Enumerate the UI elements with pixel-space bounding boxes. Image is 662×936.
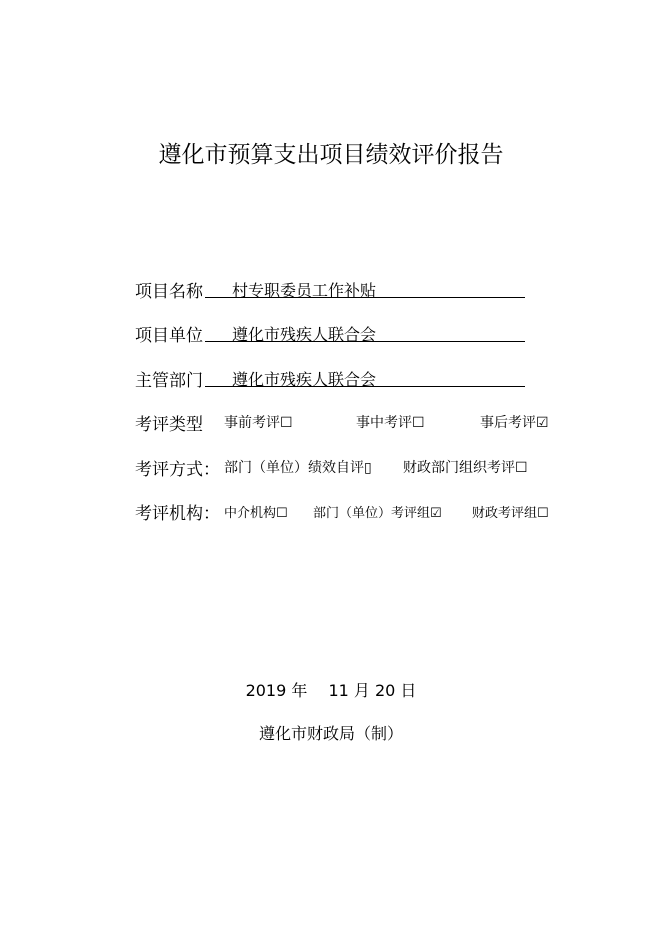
eval-org-option-dept[interactable]: 部门（单位）考评组☑ xyxy=(313,506,442,521)
eval-org-option-finance[interactable]: 财政考评组☐ xyxy=(472,506,549,521)
project-unit-value: 遵化市残疾人联合会 xyxy=(232,325,377,344)
project-name-value: 村专职委员工作补贴 xyxy=(232,281,377,300)
supervising-dept-label: 主管部门 xyxy=(135,371,203,391)
eval-type-option-post[interactable]: 事后考评☑ xyxy=(480,415,549,431)
eval-method-option-finance[interactable]: 财政部门组织考评☐ xyxy=(403,460,528,476)
eval-type-option-pre[interactable]: 事前考评☐ xyxy=(224,415,293,431)
project-name-label: 项目名称 xyxy=(135,282,203,302)
project-unit-label: 项目单位 xyxy=(135,326,203,346)
document-title: 遵化市预算支出项目绩效评价报告 xyxy=(158,142,504,168)
supervising-dept-value: 遵化市残疾人联合会 xyxy=(232,370,377,389)
eval-type-option-mid[interactable]: 事中考评☐ xyxy=(356,415,425,431)
report-date: 2019 年 11 月 20 日 xyxy=(245,681,417,700)
eval-method-option-self[interactable]: 部门（单位）绩效自评▯ xyxy=(224,460,372,476)
eval-method-label: 考评方式： xyxy=(135,460,220,480)
eval-org-label: 考评机构： xyxy=(135,504,220,524)
eval-type-label: 考评类型 xyxy=(135,415,203,435)
issuer: 遵化市财政局（制） xyxy=(258,724,403,743)
eval-org-option-agency[interactable]: 中介机构☐ xyxy=(224,506,288,521)
